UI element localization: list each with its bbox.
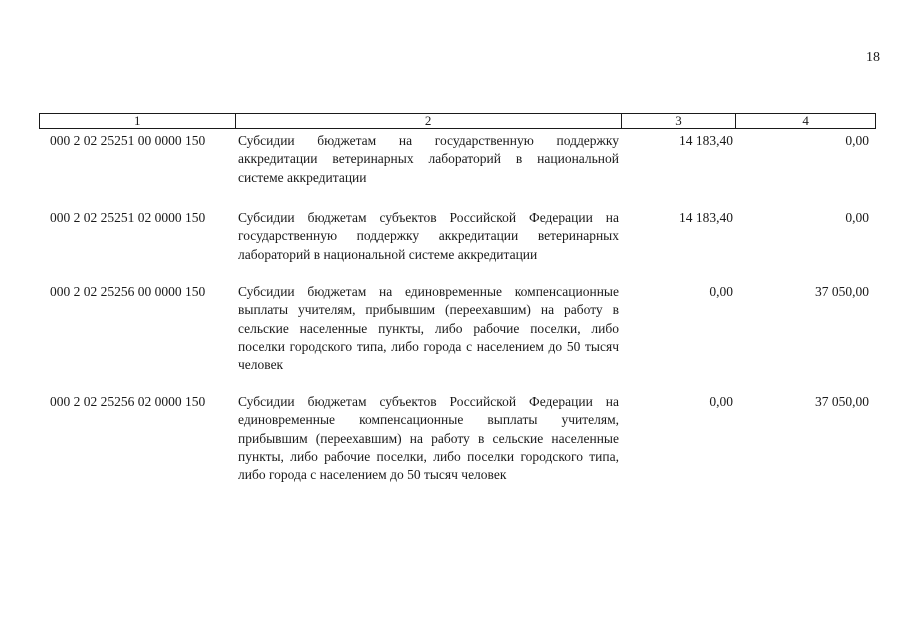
budget-code: 000 2 02 25256 02 0000 150 (50, 394, 206, 409)
column-header-1: 1 (40, 114, 236, 128)
amount-column-3: 0,00 (709, 284, 733, 299)
amount-column-3: 14 183,40 (679, 133, 733, 148)
table-header (39, 113, 876, 129)
budget-code: 000 2 02 25251 00 0000 150 (50, 133, 206, 148)
budget-code: 000 2 02 25256 00 0000 150 (50, 284, 206, 299)
page-number: 18 (866, 50, 880, 65)
income-description: Субсидии бюджетам субъектов Российской Федерации на единовременные компенсационные выплаты учителям, прибывшим (переехавшим) на работу в сельские населенные пункты, либо рабочие поселки, либо поселки городского типа, либо города с населением до 50 тысяч человек (238, 394, 619, 483)
income-description: Субсидии бюджетам субъектов Российской Федерации на государственную поддержку аккредитации ветеринарных лабораторий в национальной системе аккредитации (238, 210, 619, 262)
column-header-4: 4 (802, 113, 809, 128)
amount-column-3: 0,00 (709, 394, 733, 409)
amount-column-4: 37 050,00 (815, 284, 869, 299)
income-description: Субсидии бюджетам на единовременные компенсационные выплаты учителям, прибывшим (переехавшим) на работу в сельские населенные пункты, либо рабочие поселки, либо поселки городского типа, либо города с населением до 50 тысяч человек (238, 284, 619, 373)
column-header-3: 3 (622, 114, 737, 128)
amount-column-4: 0,00 (845, 210, 869, 225)
budget-code: 000 2 02 25251 02 0000 150 (50, 210, 206, 225)
amount-column-4: 0,00 (845, 133, 869, 148)
amount-column-4: 37 050,00 (815, 394, 869, 409)
amount-column-3: 14 183,40 (679, 210, 733, 225)
income-description: Субсидии бюджетам на государственную поддержку аккредитации ветеринарных лабораторий в национальной системе аккредитации (238, 133, 619, 185)
column-header-2: 2 (236, 114, 622, 128)
